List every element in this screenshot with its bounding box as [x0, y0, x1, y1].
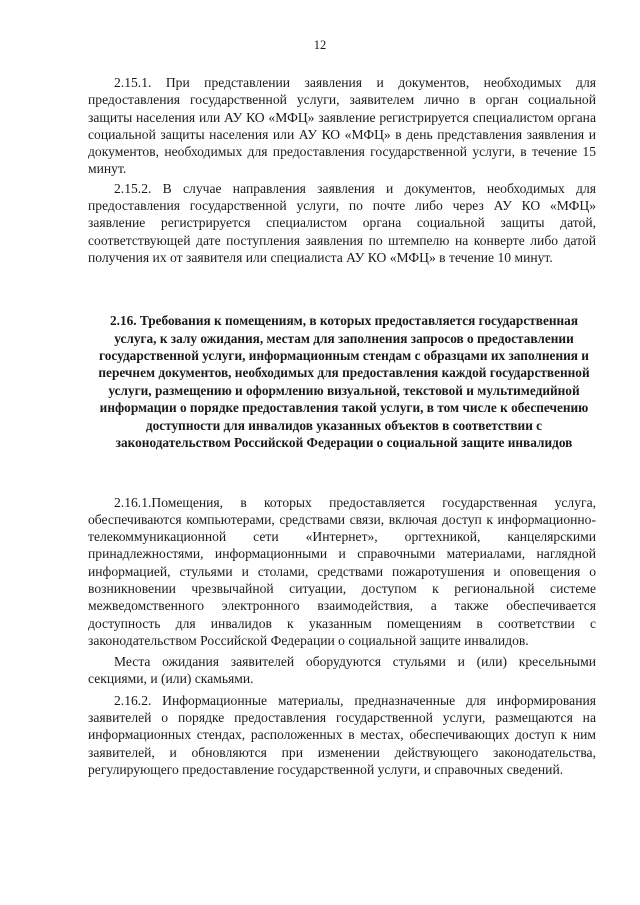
section-2-15-block [88, 74, 596, 266]
paragraph-2-16-2: 2.16.2. Информационные материалы, предназначенные для информирования заявителей о порядке предоставления государственной услуги, размещаются на информационных стендах, расположенных в местах, обеспечивающих доступ к ним заявителей, и обновляются при изменении действующего законодательства, регулирующего предоставление государственной услуги, и справочных сведений. [88, 692, 596, 777]
page-number: 12 [313, 38, 327, 52]
paragraph-2-15-2: 2.15.2. В случае направления заявления и документов, необходимых для предоставления государственной услуги, по почте либо через АУ КО «МФЦ» заявление регистрируется специалистом органа социальной защиты датой, соответствующей дате поступления заявления по штемпелю на конверте либо датой получения их от заявителя или специалиста АУ КО «МФЦ» в течение 10 минут. [88, 180, 596, 265]
paragraph-2-16-1: 2.16.1.Помещения, в которых предоставляется государственная услуга, обеспечиваются компьютерами, средствами связи, включая доступ к информационно-телекоммуникационной сети «Интернет», оргтехникой, канцелярскими принадлежностями, информационными и справочными материалами, наглядной информацией, стульями и столами, средствами пожаротушения и оповещения о возникновении чрезвычайной ситуации, доступом к региональной системе межведомственного электронного взаимодействия, а также обеспечивается доступность для инвалидов к указанным помещениям в соответствии с законодательством Российской Федерации о социальной защите инвалидов. [88, 494, 596, 648]
paragraph-waiting-places: Места ожидания заявителей оборудуются стульями и (или) кресельными секциями, и (или) скамьями. [88, 654, 596, 687]
paragraph-2-15-1: 2.15.1. При представлении заявления и документов, необходимых для предоставления государственной услуги, заявителем лично в орган социальной защиты населения или АУ КО «МФЦ» заявление регистрируется специалистом органа социальной защиты населения или АУ КО «МФЦ» в день представления заявления и документов, необходимых для предоставления государственной услуги, в течение 15 минут. [88, 75, 596, 177]
document-body [88, 74, 596, 778]
section-2-16-block [88, 494, 596, 779]
section-heading-2-16: 2.16. Требования к помещениям, в которых предоставляется государственная услуга, к залу ожидания, местам для заполнения запросов о предоставлении государственной услуги, информационным стендам с образцами их заполнения и перечнем документов, необходимых для предоставления каждой государственной услуги, размещению и оформлению визуальной, текстовой и мультимедийной информации о порядке предоставления такой услуги, в том числе к обеспечению доступности для инвалидов указанных объектов в соответствии с законодательством Российской Федерации о социальной защите инвалидов [98, 313, 590, 451]
